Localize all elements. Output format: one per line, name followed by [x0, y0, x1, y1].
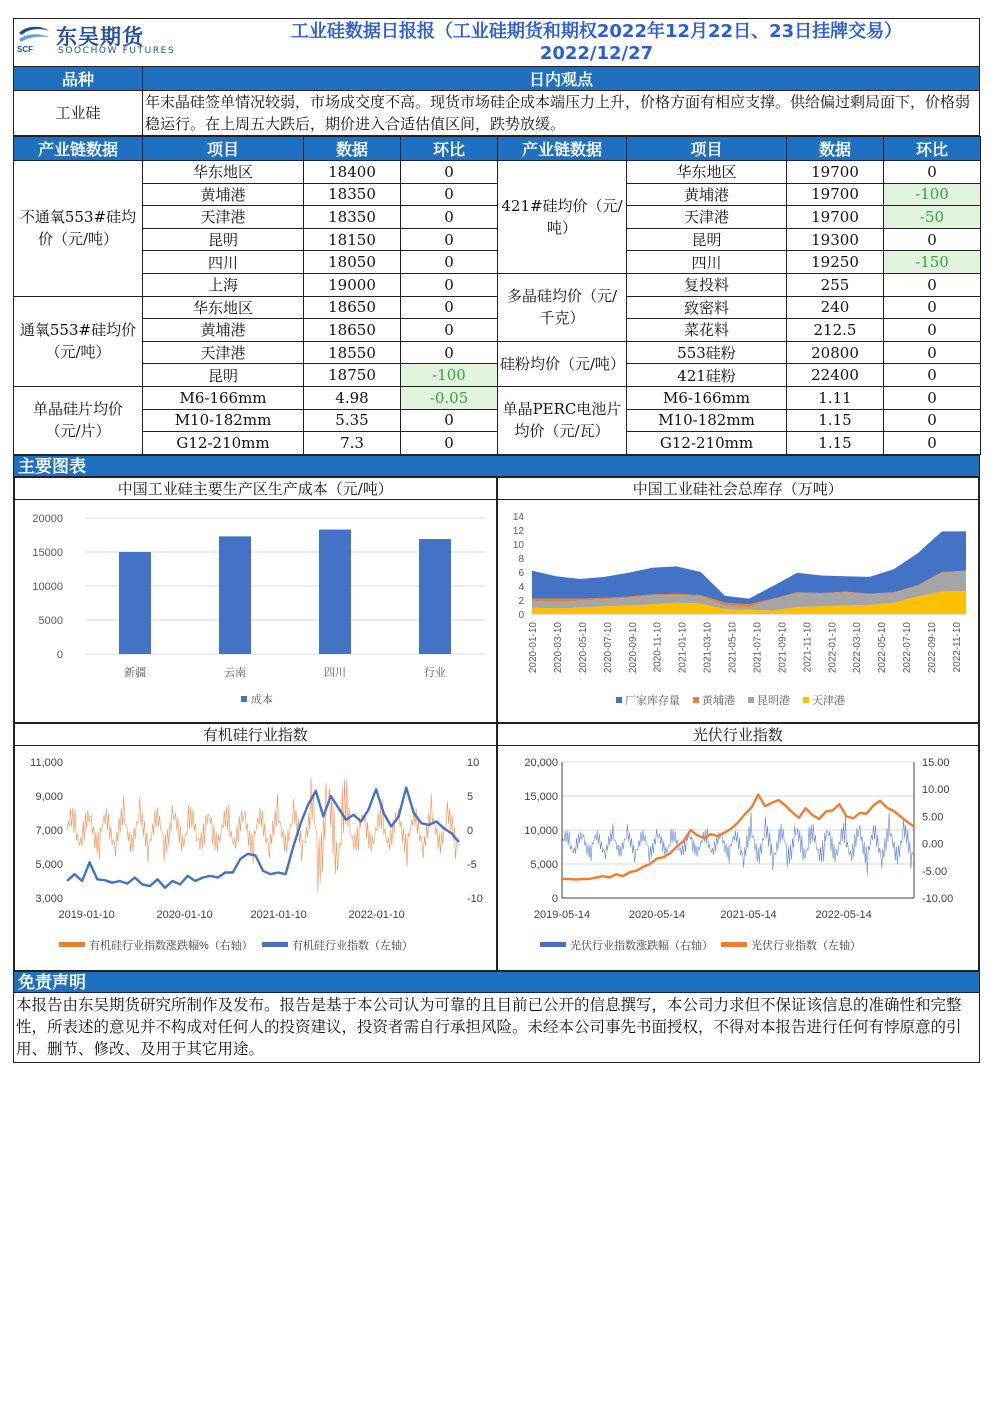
item-cell: 四川 [627, 251, 787, 274]
y-right-tick-label: -5.00 [921, 865, 947, 878]
item-cell: M10-182mm [627, 409, 787, 432]
change-cell: 0 [884, 409, 981, 432]
inventory-area-chart [498, 500, 980, 722]
index-series-line [67, 787, 459, 887]
x-tick-label: 2022-01-10 [348, 908, 405, 921]
cost-bar-chart [15, 500, 497, 722]
x-tick-label: 2021-05-10 [727, 621, 739, 673]
y-right-tick-label: 5.00 [921, 811, 943, 824]
value-cell: 212.5 [787, 319, 884, 342]
x-tick-label: 云南 [224, 666, 246, 679]
column-header: 产业链数据 [14, 137, 143, 161]
value-cell: 7.3 [304, 432, 401, 455]
change-cell: 0 [401, 432, 498, 455]
y-left-tick-label: 5,000 [529, 858, 558, 871]
change-cell: 0 [884, 273, 981, 296]
item-cell: 菜花料 [627, 319, 787, 342]
value-cell: 19700 [787, 161, 884, 184]
view-header: 日内观点 [143, 67, 980, 91]
item-cell: 天津港 [143, 206, 304, 229]
bar [319, 529, 351, 653]
bar [419, 539, 451, 654]
value-cell: 20800 [787, 341, 884, 364]
y-right-tick-label: -5 [467, 858, 477, 871]
y-tick-label: 10 [512, 539, 524, 551]
value-cell: 18050 [304, 251, 401, 274]
group-label: 硅粉均价（元/吨） [498, 341, 627, 386]
y-tick-label: 0 [517, 609, 524, 621]
report-title-line: 工业硅数据日报报（工业硅期货和期权2022年12月22日、23日挂牌交易） [290, 21, 903, 42]
item-cell: 上海 [143, 273, 304, 296]
value-cell: 1.11 [787, 386, 884, 409]
change-cell: 0 [401, 273, 498, 296]
y-right-tick-label: 15.00 [921, 756, 950, 769]
x-tick-label: 2020-11-10 [652, 621, 664, 673]
x-tick-label: 四川 [324, 666, 346, 679]
legend-label: 厂家库存量 [624, 694, 680, 707]
legend-label: 成本 [251, 693, 273, 706]
table-row [14, 296, 981, 319]
x-tick-label: 2022-01-10 [826, 621, 838, 673]
x-tick-label: 2020-03-10 [552, 621, 564, 673]
table-row [14, 206, 981, 229]
table-row [14, 341, 981, 364]
table-row [14, 161, 981, 184]
x-tick-label: 2022-05-10 [876, 621, 888, 673]
y-tick-label: 20000 [32, 512, 63, 525]
x-tick-label: 2019-01-10 [58, 908, 115, 921]
y-left-tick-label: 15,000 [523, 790, 558, 803]
change-cell: 0 [401, 251, 498, 274]
silicone-index-chart [15, 746, 497, 970]
change-cell: 0 [401, 206, 498, 229]
item-cell: 黄埔港 [627, 183, 787, 206]
value-cell: 18750 [304, 364, 401, 387]
change-cell: 0 [884, 432, 981, 455]
item-cell: 华东地区 [143, 296, 304, 319]
legend-label: 有机硅行业指数（左轴） [292, 939, 413, 952]
legend-swatch [262, 942, 288, 947]
x-tick-label: 2022-11-10 [951, 621, 963, 673]
y-right-tick-label: 10 [467, 756, 480, 769]
legend-swatch [721, 942, 747, 947]
item-cell: 421硅粉 [627, 364, 787, 387]
x-tick-label: 新疆 [124, 666, 146, 679]
y-right-tick-label: 0.00 [921, 838, 943, 851]
item-cell: 天津港 [143, 341, 304, 364]
legend-label: 有机硅行业指数涨跌幅%（右轴） [89, 939, 253, 952]
change-cell: 0 [401, 296, 498, 319]
disclaimer-section-title: 免责声明 [13, 971, 980, 993]
legend-swatch [59, 942, 85, 947]
change-cell: -100 [401, 364, 498, 387]
group-label: 421#硅均价（元/吨） [498, 161, 627, 274]
item-cell: 昆明 [143, 364, 304, 387]
legend-swatch [748, 697, 754, 703]
x-tick-label: 2020-09-10 [627, 621, 639, 673]
value-cell: 18350 [304, 183, 401, 206]
legend-swatch [693, 697, 699, 703]
x-tick-label: 2022-05-14 [814, 908, 872, 921]
inventory-chart-panel [497, 477, 980, 723]
y-left-tick-label: 9,000 [35, 790, 63, 803]
column-header: 项目 [143, 137, 304, 161]
column-header: 项目 [627, 137, 787, 161]
legend-swatch [803, 697, 809, 703]
data-table-header-row [14, 137, 981, 161]
value-cell: 1.15 [787, 409, 884, 432]
x-tick-label: 2020-01-10 [156, 908, 213, 921]
item-cell: 昆明 [143, 228, 304, 251]
table-row [14, 273, 981, 296]
change-cell: -50 [884, 206, 981, 229]
column-header: 产业链数据 [498, 137, 627, 161]
report-date: 2022/12/27 [539, 43, 654, 64]
y-left-tick-label: 7,000 [35, 824, 63, 837]
logo-mark-icon [16, 23, 52, 53]
change-cell: 0 [401, 161, 498, 184]
x-tick-label: 2021-01-10 [250, 908, 307, 921]
report-title [214, 21, 979, 65]
x-tick-label: 2022-07-10 [901, 621, 913, 673]
item-cell: 昆明 [627, 228, 787, 251]
change-cell: -150 [884, 251, 981, 274]
y-right-tick-label: -10 [467, 892, 483, 905]
column-header: 数据 [787, 137, 884, 161]
value-cell: 19250 [787, 251, 884, 274]
value-cell: 18400 [304, 161, 401, 184]
table-row [14, 364, 981, 387]
variety-header: 品种 [14, 67, 143, 91]
pv-chart-panel [497, 723, 980, 971]
change-cell: 0 [401, 409, 498, 432]
table-row [14, 251, 981, 274]
value-cell: 1.15 [787, 432, 884, 455]
value-cell: 19000 [304, 273, 401, 296]
y-right-tick-label: 5 [467, 790, 474, 803]
y-left-tick-label: 10,000 [523, 824, 558, 837]
view-table [13, 66, 980, 136]
value-cell: 19700 [787, 206, 884, 229]
value-cell: 18650 [304, 319, 401, 342]
value-cell: 18150 [304, 228, 401, 251]
group-label: 单晶PERC电池片均价（元/瓦） [498, 386, 627, 454]
legend-label: 天津港 [811, 694, 845, 707]
y-left-tick-label: 20,000 [523, 756, 558, 769]
table-row [14, 432, 981, 455]
change-cell: 0 [884, 161, 981, 184]
report-page [13, 18, 980, 1063]
change-cell: -100 [884, 183, 981, 206]
item-cell: M6-166mm [143, 386, 304, 409]
y-right-tick-label: 10.00 [921, 783, 950, 796]
column-header: 数据 [304, 137, 401, 161]
value-cell: 18650 [304, 296, 401, 319]
y-tick-label: 4 [517, 581, 524, 593]
company-logo [16, 21, 186, 57]
legend-label: 光伏行业指数涨跌幅（右轴） [569, 939, 713, 952]
value-cell: 18350 [304, 206, 401, 229]
value-cell: 255 [787, 273, 884, 296]
x-tick-label: 2022-09-10 [926, 621, 938, 673]
x-tick-label: 2022-03-10 [851, 621, 863, 673]
y-tick-label: 14 [512, 511, 524, 523]
x-tick-label: 2019-05-14 [533, 908, 590, 921]
group-label: 不通氧553#硅均价（元/吨） [14, 161, 143, 297]
table-row [14, 319, 981, 342]
item-cell: 致密料 [627, 296, 787, 319]
y-tick-label: 5000 [38, 614, 63, 627]
value-cell: 240 [787, 296, 884, 319]
y-tick-label: 8 [517, 553, 524, 565]
legend-swatch [616, 697, 622, 703]
x-tick-label: 2021-09-10 [776, 621, 788, 673]
column-header: 环比 [401, 137, 498, 161]
table-row [14, 409, 981, 432]
bar [219, 536, 251, 654]
group-label: 多晶硅均价（元/千克） [498, 273, 627, 341]
item-cell: 复投料 [627, 273, 787, 296]
cost-chart-title: 中国工业硅主要生产区生产成本（元/吨） [15, 478, 496, 500]
disclaimer-text: 本报告由东吴期货研究所制作及发布。报告是基于本公司认为可靠的且目前已公开的信息撰写，本公司力求但不保证该信息的准确性和完整性，所表述的意见并不构成对任何人的投资建议，投资者需自行承担风险。未经本公司事先书面授权，不得对本报告进行任何有悖原意的引用、删节、修改、及用于其它用途。 [13, 993, 980, 1063]
view-text: 年末晶硅签单情况较弱，市场成交度不高。现货市场硅企成本端压力上升，价格方面有相应支撑。供给偏过剩局面下，价格弱稳运行。在上周五大跌后，期价进入合适估值区间，跌势放缓。 [143, 91, 980, 136]
value-cell: 18550 [304, 341, 401, 364]
item-cell: G12-210mm [143, 432, 304, 455]
item-cell: 华东地区 [143, 161, 304, 184]
value-cell: 19300 [787, 228, 884, 251]
change-cell: 0 [401, 228, 498, 251]
change-cell: 0 [884, 319, 981, 342]
change-cell: 0 [884, 364, 981, 387]
x-tick-label: 2020-05-10 [577, 621, 589, 673]
x-tick-label: 2021-05-14 [719, 908, 777, 921]
column-header: 环比 [884, 137, 981, 161]
item-cell: 553硅粉 [627, 341, 787, 364]
change-cell: 0 [401, 319, 498, 342]
y-left-tick-label: 5,000 [35, 858, 63, 871]
y-right-tick-label: -10.00 [921, 892, 953, 905]
y-tick-label: 6 [517, 567, 524, 579]
bar [119, 552, 151, 654]
logo-english-name: SOOCHOW FUTURES [58, 46, 176, 56]
legend-label: 黄埔港 [701, 694, 735, 707]
change-series-line [67, 777, 459, 892]
y-right-tick-label: 0 [467, 824, 474, 837]
legend-swatch [540, 942, 566, 947]
pv-chart-title: 光伏行业指数 [498, 724, 979, 746]
item-cell: M6-166mm [627, 386, 787, 409]
change-cell: 0 [884, 341, 981, 364]
pv-index-chart [498, 746, 980, 970]
x-tick-label: 2021-03-10 [702, 621, 714, 673]
table-row [14, 386, 981, 409]
y-tick-label: 15000 [32, 546, 63, 559]
item-cell: 黄埔港 [143, 183, 304, 206]
change-cell: -0.05 [401, 386, 498, 409]
change-cell: 0 [884, 386, 981, 409]
silicone-chart-title: 有机硅行业指数 [15, 724, 496, 746]
value-cell: 22400 [787, 364, 884, 387]
legend-label: 昆明港 [756, 694, 790, 707]
x-tick-label: 2021-01-10 [677, 621, 689, 673]
data-table-body [14, 161, 981, 455]
x-tick-label: 行业 [424, 666, 446, 679]
silicone-chart-panel [14, 723, 497, 971]
change-cell: 0 [401, 341, 498, 364]
x-tick-label: 2021-07-10 [751, 621, 763, 673]
inventory-chart-title: 中国工业硅社会总库存（万吨） [498, 478, 979, 500]
report-header [13, 18, 980, 66]
legend-label: 光伏行业指数（左轴） [750, 939, 861, 952]
x-tick-label: 2021-11-10 [801, 621, 813, 673]
y-left-tick-label: 11,000 [30, 756, 63, 769]
value-cell: 19700 [787, 183, 884, 206]
y-left-tick-label: 0 [551, 892, 558, 905]
charts-grid [13, 477, 980, 971]
y-tick-label: 10000 [32, 580, 63, 593]
legend-swatch [241, 696, 247, 702]
logo-mark-text: SCF [17, 45, 33, 53]
change-cell: 0 [884, 228, 981, 251]
cost-chart-panel [14, 477, 497, 723]
group-label: 单晶硅片均价（元/片） [14, 386, 143, 454]
value-cell: 5.35 [304, 409, 401, 432]
variety-cell: 工业硅 [14, 91, 143, 136]
item-cell: 黄埔港 [143, 319, 304, 342]
item-cell: 四川 [143, 251, 304, 274]
y-tick-label: 2 [517, 595, 524, 607]
charts-section-title: 主要图表 [13, 455, 980, 477]
industry-data-table [13, 136, 981, 455]
change-cell: 0 [884, 296, 981, 319]
y-tick-label: 12 [512, 525, 524, 537]
item-cell: G12-210mm [627, 432, 787, 455]
x-tick-label: 2020-07-10 [602, 621, 614, 673]
group-label: 通氧553#硅均价（元/吨） [14, 296, 143, 386]
x-tick-label: 2020-01-10 [527, 621, 539, 673]
item-cell: 华东地区 [627, 161, 787, 184]
y-tick-label: 0 [56, 648, 63, 661]
value-cell: 4.98 [304, 386, 401, 409]
table-row [14, 228, 981, 251]
item-cell: 天津港 [627, 206, 787, 229]
change-cell: 0 [401, 183, 498, 206]
item-cell: M10-182mm [143, 409, 304, 432]
y-left-tick-label: 3,000 [35, 892, 63, 905]
logo-chinese-name: 东吴期货 [56, 25, 144, 49]
x-tick-label: 2020-05-14 [628, 908, 685, 921]
table-row [14, 183, 981, 206]
